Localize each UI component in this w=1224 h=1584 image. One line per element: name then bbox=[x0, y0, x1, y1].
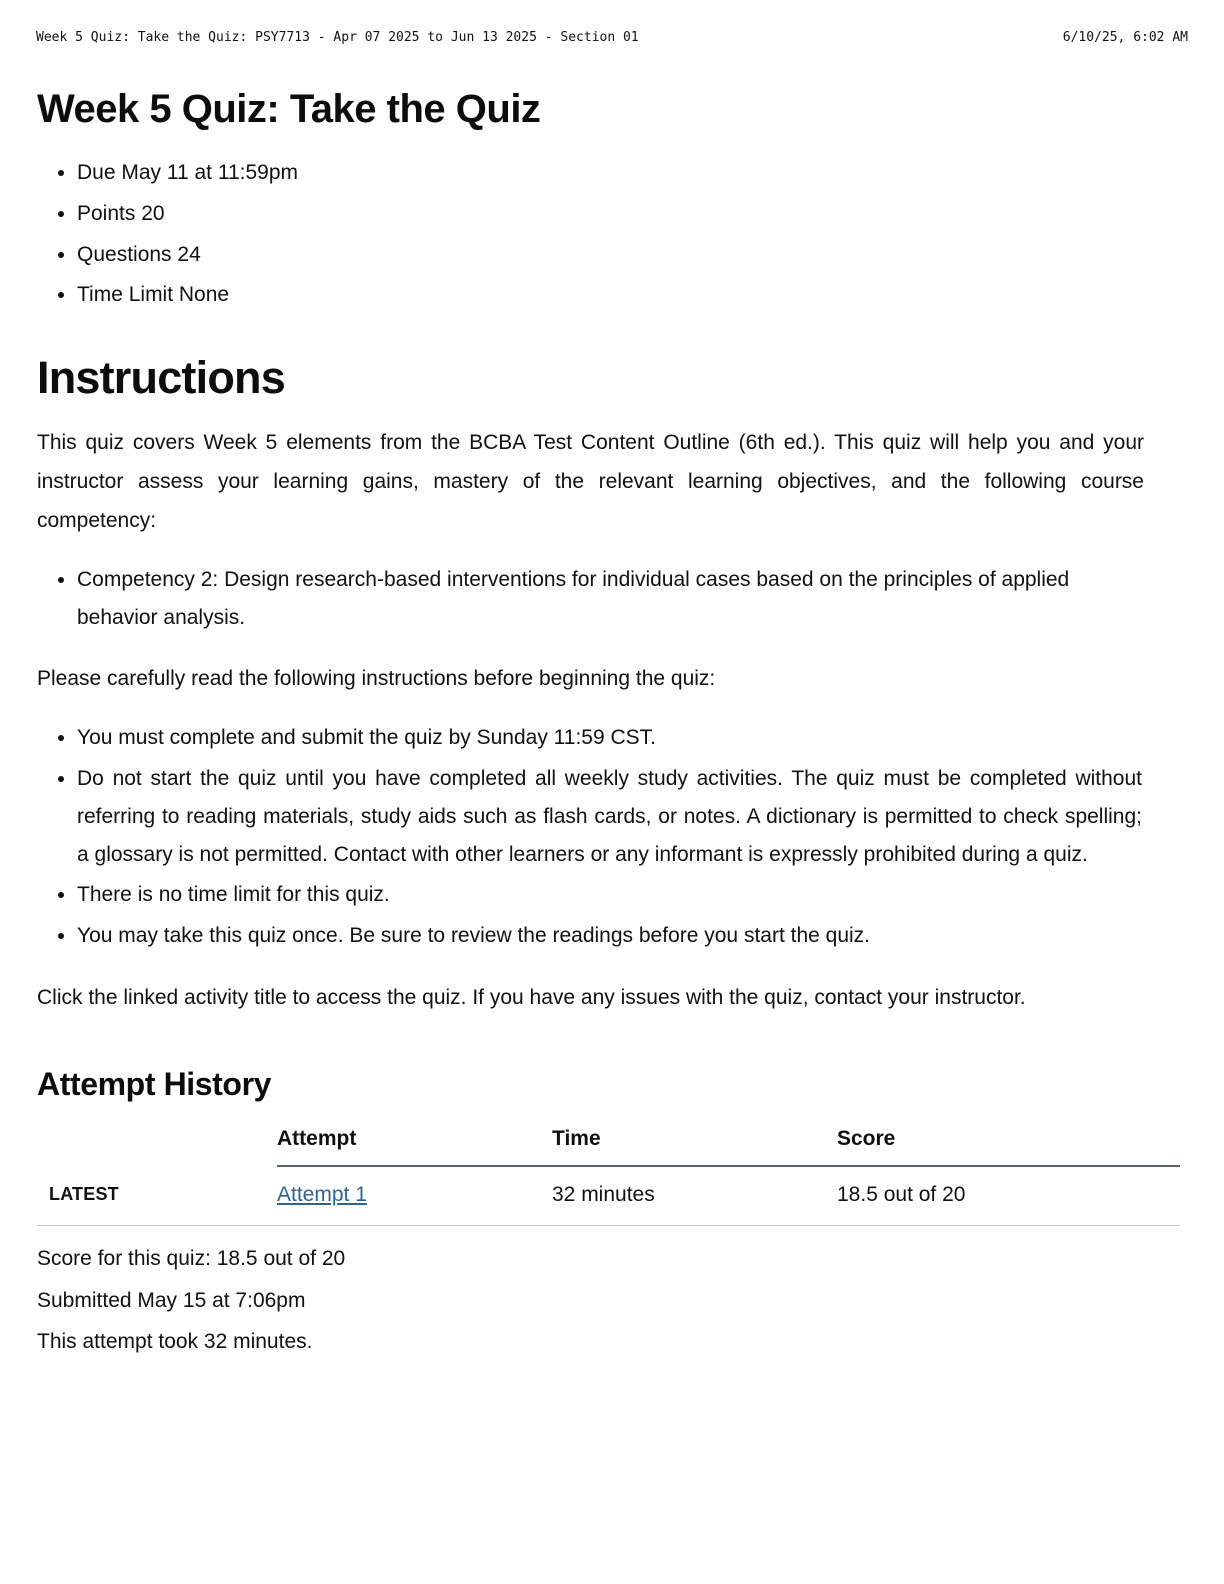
rule-item: • You may take this quiz once. Be sure to review the readings before you start the quiz. bbox=[77, 917, 1144, 955]
attempt-cell bbox=[277, 1183, 552, 1207]
table-row bbox=[37, 1167, 1180, 1225]
attempt-history-heading: Attempt History bbox=[37, 1065, 272, 1102]
print-header bbox=[0, 0, 1224, 45]
column-header-time: Time bbox=[552, 1126, 601, 1150]
instructions-heading: Instructions bbox=[37, 352, 285, 404]
page-title: Week 5 Quiz: Take the Quiz bbox=[37, 87, 541, 131]
instructions-intro: This quiz covers Week 5 elements from the BCBA Test Content Outline (6th ed.). This quiz will help you and your instructor assess your learning gains, mastery of the relevant learning objectives, and the following course competency: bbox=[37, 431, 1144, 532]
competency-item: • Competency 2: Design research-based interventions for individual cases based on the principles of applied behavior analysis. bbox=[77, 561, 1144, 637]
row-divider bbox=[37, 1225, 1180, 1226]
meta-due-date: • Due May 11 at 11:59pm bbox=[77, 154, 1144, 192]
meta-questions: • Questions 24 bbox=[77, 236, 1144, 274]
meta-time-limit: • Time Limit None bbox=[77, 276, 1144, 314]
attempt-duration-text: This attempt took 32 minutes. bbox=[37, 1330, 313, 1354]
print-header-timestamp: 6/10/25, 6:02 AM bbox=[1062, 30, 1188, 45]
quiz-rules-list bbox=[37, 719, 1144, 955]
quiz-meta-list bbox=[37, 154, 1144, 314]
attempt-history-table bbox=[37, 1127, 1180, 1226]
latest-badge: LATEST bbox=[49, 1184, 119, 1205]
rule-item: • You must complete and submit the quiz by Sunday 11:59 CST. bbox=[77, 719, 1144, 757]
instructions-read-note: Please carefully read the following instructions before beginning the quiz: bbox=[37, 667, 716, 691]
column-header-score: Score bbox=[837, 1126, 896, 1150]
meta-points: • Points 20 bbox=[77, 195, 1144, 233]
rule-item: • There is no time limit for this quiz. bbox=[77, 876, 1144, 914]
quiz-score-text: Score for this quiz: 18.5 out of 20 bbox=[37, 1246, 346, 1270]
score-cell: 18.5 out of 20 bbox=[837, 1182, 966, 1206]
print-header-title: Week 5 Quiz: Take the Quiz: PSY7713 - Apr 07 2025 to Jun 13 2025 - Section 01 bbox=[36, 30, 639, 45]
attempt-1-link[interactable]: Attempt 1 bbox=[277, 1182, 367, 1206]
page-content bbox=[0, 87, 1224, 1361]
instructions-access-note: Click the linked activity title to access the quiz. If you have any issues with the quiz, contact your instructor. bbox=[37, 985, 1026, 1009]
rule-item: • Do not start the quiz until you have completed all weekly study activities. The quiz must be completed without referring to reading materials, study aids such as flash cards, or notes. A dictionary is permitted to check spelling; a glossary is not permitted. Contact with other learners or any informant is expressly prohibited during a quiz. bbox=[77, 760, 1144, 873]
column-header-attempt: Attempt bbox=[277, 1126, 357, 1150]
time-cell: 32 minutes bbox=[552, 1182, 655, 1206]
competency-list bbox=[37, 561, 1144, 637]
attempt-summary bbox=[37, 1240, 1144, 1361]
attempt-history-header-row bbox=[37, 1127, 1180, 1165]
submitted-text: Submitted May 15 at 7:06pm bbox=[37, 1288, 306, 1312]
